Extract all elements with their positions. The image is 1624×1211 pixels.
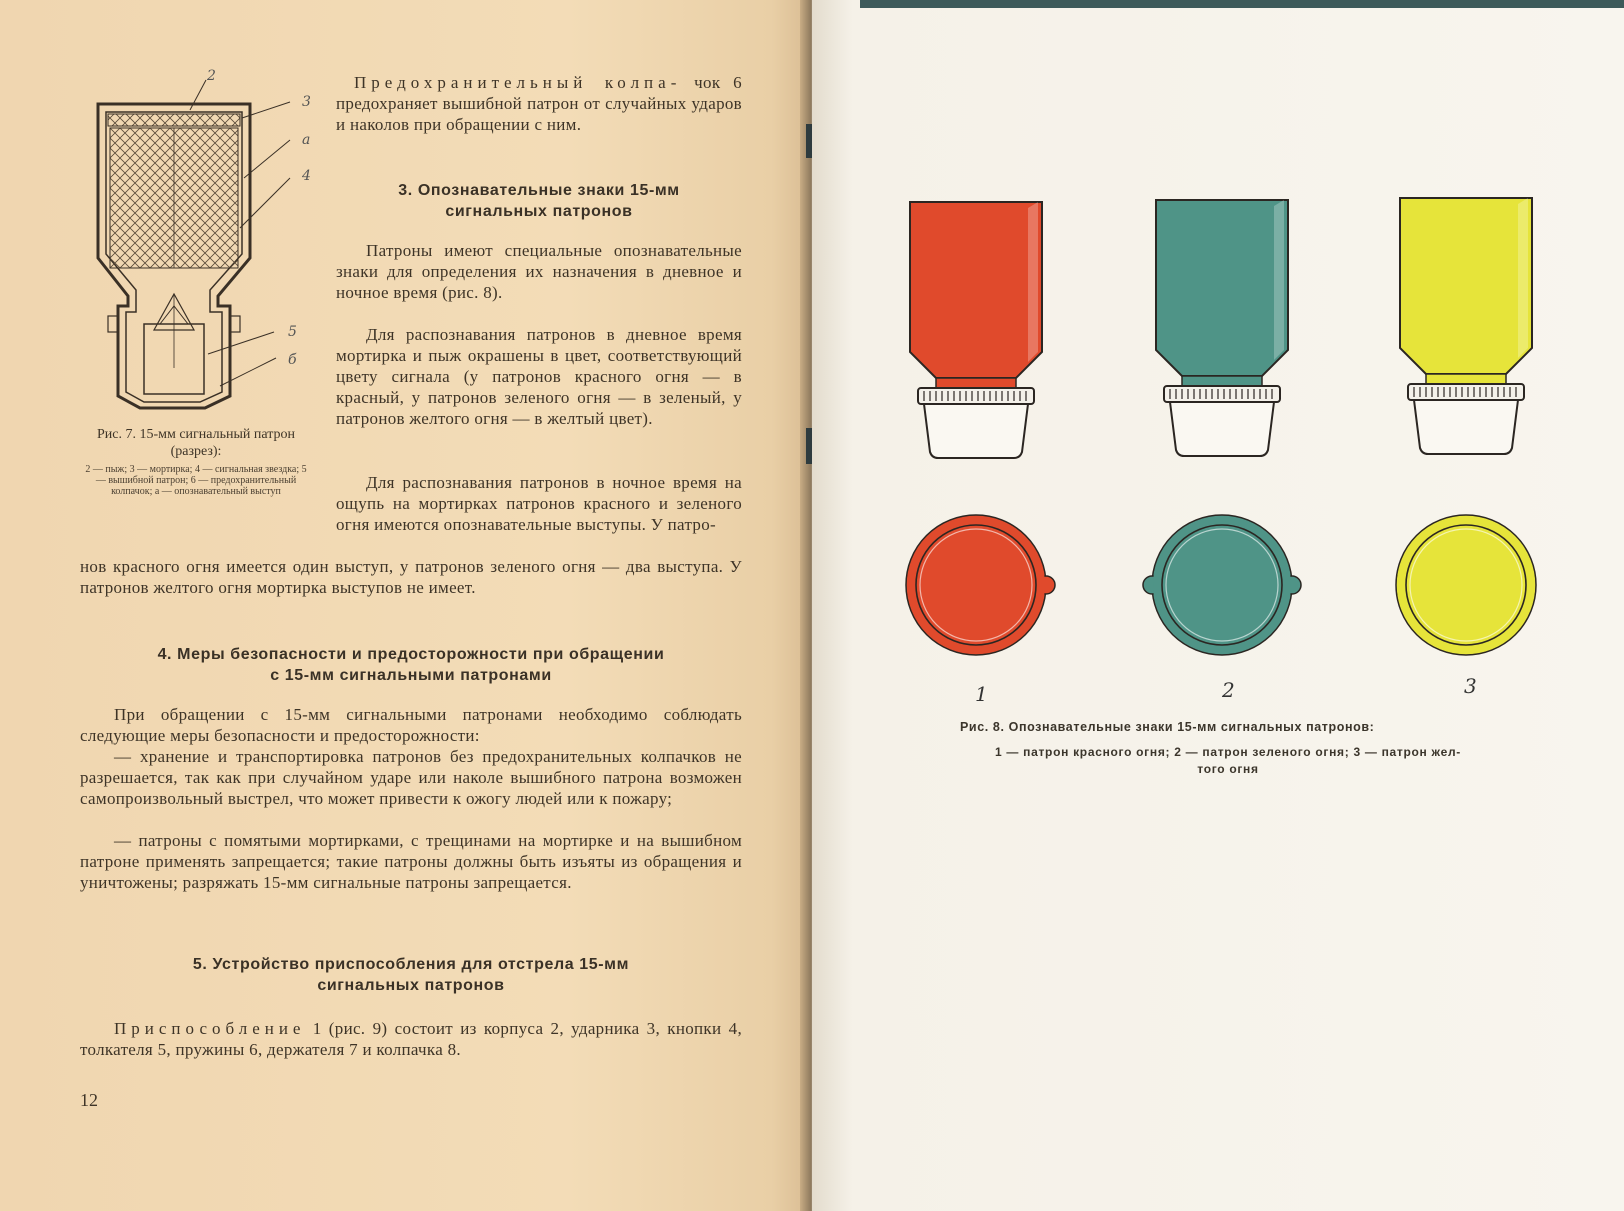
- section-3-paragraph-3-continued: нов красного огня имеется один выступ, у патронов зеленого огня — два выступа. У патронов желтого огня мортирка выступов не имеет.: [80, 557, 742, 597]
- section-3-paragraph-1: Патроны имеют специальные опознавательные знаки для определения их назначения в дневное и ночное время (рис. 8).: [336, 241, 742, 302]
- cartridge-3-highlight: [1518, 198, 1528, 358]
- cartridge-2-neck: [1182, 376, 1262, 386]
- figure-7-caption-legend: 2 — пыж; 3 — мортирка; 4 — сигнальная звездка; 5 — вышибной патрон; 6 — предохранительный колпачок; а — опознавательный выступ: [85, 464, 307, 497]
- figure-7-cross-section: [80, 68, 320, 418]
- section-5-paragraph: [80, 1018, 742, 1060]
- section-3-paragraph-2: Для распознавания патронов в дневное время мортирка и пыж окрашены в цвет, соответствующий цвету сигнала (у патронов красного огня — в красный, у патронов зеленого огня — в зеленый, у патронов желтого огня — в желтый цвет).: [336, 325, 742, 428]
- cartridge-1-highlight: [1028, 202, 1038, 362]
- section-4-paragraph-1: При обращении с 15-мм сигнальными патронами необходимо соблюдать следующие меры безопасности и предосторожности:: [80, 705, 742, 745]
- cartridge-1-body: [910, 202, 1042, 378]
- cartridge-2-top-face: [1153, 516, 1291, 654]
- section-5-heading-line2: сигнальных патронов: [317, 977, 505, 994]
- section-4-heading: [80, 644, 742, 686]
- section-4-heading-line1: 4. Меры безопасности и предосторожности при обращении: [157, 646, 665, 663]
- section-4-heading-line2: с 15-мм сигнальными патронами: [270, 667, 552, 684]
- section-3-paragraph-3: Для распознавания патронов в ночное время на ощупь на мортирках патронов красного и зеленого огня имеются опознавательные выступы. У патро-: [336, 473, 742, 534]
- cartridge-2-base: [1170, 402, 1274, 456]
- section-4-paragraph-3: — патроны с помятыми мортирками, с трещинами на мортирке и на вышибном патроне применять запрещается; такие патроны должны быть изъяты из обращения и уничтожены; разряжать 15-мм сигнальные патроны запрещается.: [80, 831, 742, 892]
- figure-8-caption-legend: [908, 744, 1548, 778]
- intro-rest: чок 6 предохраняет вышибной патрон от случайных ударов и наколов при обращении с ним.: [336, 73, 742, 134]
- cartridge-2-highlight: [1274, 200, 1284, 360]
- figure-7-label-5: 5: [288, 324, 297, 340]
- section-4-paragraph-2: — хранение и транспортировка патронов без предохранительных колпачков не разрешается, так как при случайном ударе или наколе вышибного патрона возможен самопроизвольный выстрел, что может привести к ожогу людей или к пожару;: [80, 747, 742, 808]
- cartridge-3-neck: [1426, 374, 1506, 384]
- figure-8-cartridges: [880, 180, 1580, 680]
- figure-7-label-b: б: [288, 352, 297, 368]
- cartridge-3-body: [1400, 198, 1532, 374]
- cartridge-2-number: 2: [1222, 678, 1235, 702]
- cartridge-3-base: [1414, 400, 1518, 454]
- cartridge-1-top-face: [907, 516, 1045, 654]
- figure-8-caption-title: Рис. 8. Опознавательные знаки 15-мм сигнальных патронов:: [960, 720, 1375, 734]
- section-5-lead: Приспособление: [114, 1019, 306, 1038]
- cartridge-3-top-face: [1397, 516, 1535, 654]
- cartridge-3-number: 3: [1464, 674, 1477, 698]
- section-3-heading-line2: сигнальных патронов: [445, 203, 633, 220]
- intro-lead: Предохранительный колпа-: [354, 73, 682, 92]
- cartridge-1-base: [924, 404, 1028, 458]
- figure-8-caption-line1: 1 — патрон красного огня; 2 — патрон зеленого огня; 3 — патрон жел-: [995, 745, 1461, 759]
- cover-edge: [860, 0, 1624, 8]
- figure-7-caption-title: Рис. 7. 15-мм сигнальный патрон (разрез):: [96, 427, 296, 459]
- figure-7-label-2: 2: [207, 68, 216, 84]
- section-5-heading-line1: 5. Устройство приспособления для отстрела 15-мм: [192, 956, 630, 973]
- section-5-rest: 1 (рис. 9) состоит из корпуса 2, ударника 3, кнопки 4, толкателя 5, пружины 6, держателя 7 и колпачка 8.: [80, 1019, 742, 1059]
- section-3-heading: [336, 180, 742, 222]
- figure-8-caption-line2: того огня: [1197, 762, 1259, 776]
- cartridge-2-body: [1156, 200, 1288, 376]
- intro-paragraph: [336, 72, 742, 135]
- figure-7-label-4: 4: [302, 168, 311, 184]
- figure-7-label-3: 3: [302, 94, 311, 110]
- section-3-heading-line1: 3. Опознавательные знаки 15-мм: [398, 182, 680, 199]
- section-5-heading: [80, 954, 742, 996]
- cartridge-1-number: 1: [975, 682, 988, 706]
- page-number: 12: [80, 1090, 98, 1110]
- cartridge-1-neck: [936, 378, 1016, 388]
- figure-7-label-a: а: [302, 132, 311, 148]
